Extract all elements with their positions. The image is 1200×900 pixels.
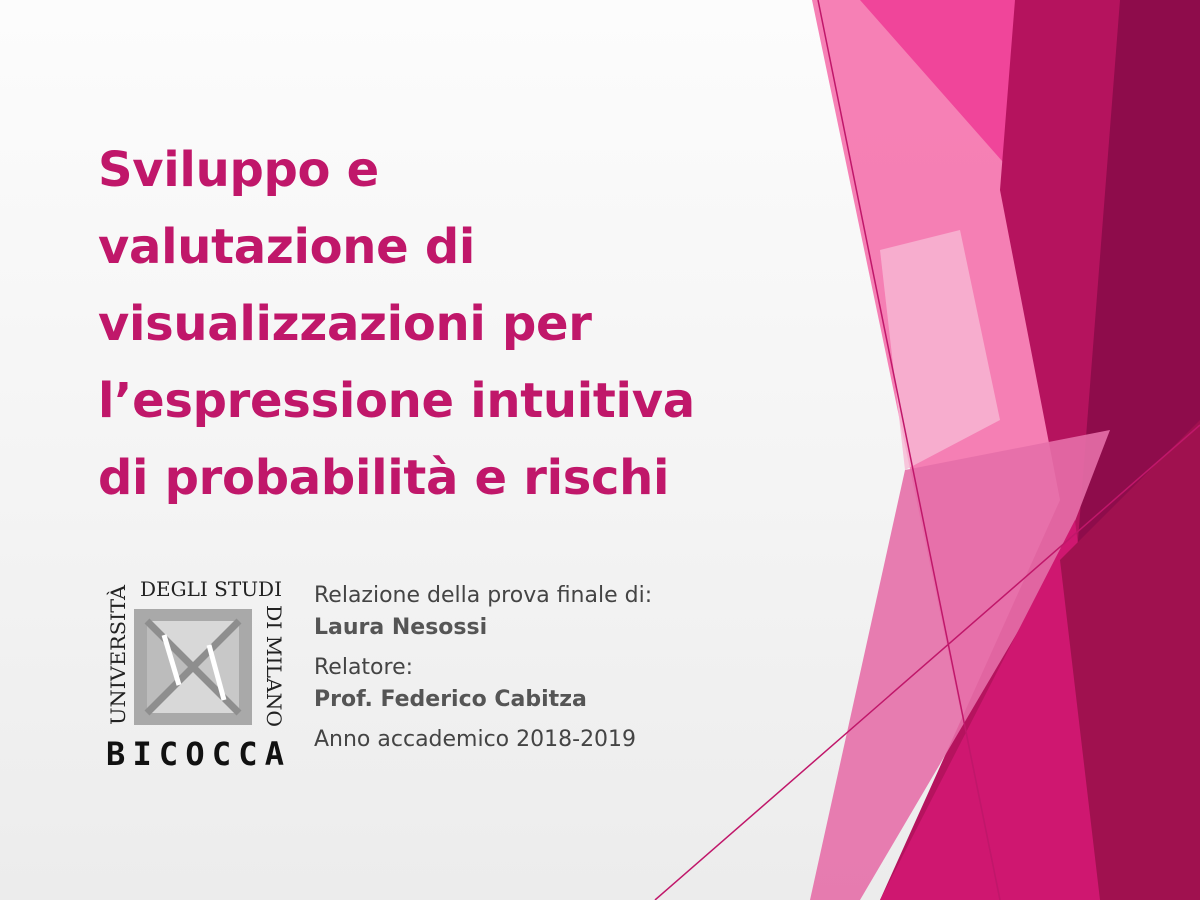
supervisor-label: Relatore: (314, 655, 414, 680)
university-logo (104, 575, 288, 770)
logo-text-right: DI MILANO (262, 605, 286, 726)
author-name: Laura Nesossi (314, 615, 488, 640)
title-line: Sviluppo e (98, 142, 379, 198)
thesis-info (314, 580, 744, 756)
supervisor-name: Prof. Federico Cabitza (314, 687, 587, 712)
academic-year: Anno accademico 2018-2019 (314, 727, 637, 752)
title-line: visualizzazioni per (98, 296, 592, 352)
title-line: valutazione di (98, 219, 476, 275)
slide-title (98, 132, 818, 517)
logo-emblem (134, 609, 252, 725)
logo-text-left: UNIVERSITÀ (106, 590, 130, 725)
logo-text-top: DEGLI STUDI (140, 577, 282, 601)
thesis-label: Relazione della prova finale di: (314, 583, 653, 608)
title-line: di probabilità e rischi (98, 450, 670, 506)
title-line: l’espressione intuitiva (98, 373, 695, 429)
logo-text-bottom: BICOCCA (106, 735, 284, 770)
